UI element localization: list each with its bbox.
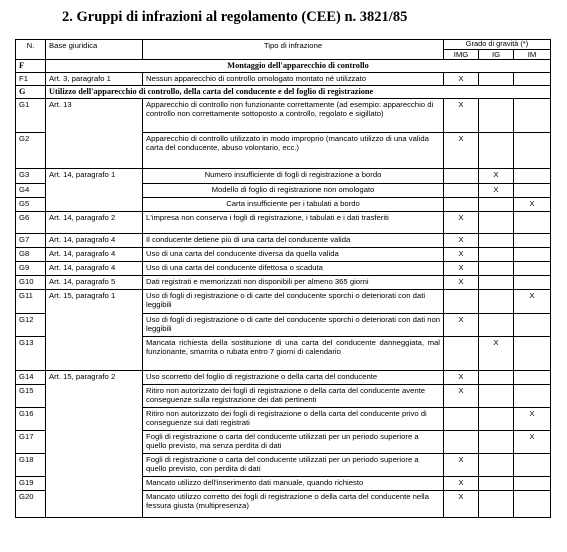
row-img-mark: X	[444, 212, 479, 234]
row-img-mark	[444, 431, 479, 454]
row-number: G9	[16, 262, 46, 276]
row-img-mark	[444, 408, 479, 431]
row-ig-mark	[479, 408, 514, 431]
row-number: G3	[16, 169, 46, 184]
row-img-mark: X	[444, 477, 479, 491]
table-row	[16, 248, 551, 262]
row-ig-mark	[479, 491, 514, 518]
row-ig-mark	[479, 454, 514, 477]
row-description: Uso di fogli di registrazione o di carte del conducente sporchi o deteriorati con dati leggibili	[143, 290, 444, 314]
row-ig-mark	[479, 385, 514, 408]
row-ig-mark	[479, 198, 514, 212]
row-base: Art. 15, paragrafo 2	[46, 371, 143, 518]
row-number: F1	[16, 73, 46, 86]
row-im-mark	[514, 491, 551, 518]
row-im-mark	[514, 371, 551, 385]
row-number: G12	[16, 314, 46, 337]
header-im: IM	[514, 50, 551, 60]
row-number: G2	[16, 133, 46, 169]
row-description: Nessun apparecchio di controllo omologato montato né utilizzato	[143, 73, 444, 86]
row-ig-mark	[479, 73, 514, 86]
row-description: Uso di una carta del conducente diversa da quella valida	[143, 248, 444, 262]
row-img-mark	[444, 198, 479, 212]
row-number: G14	[16, 371, 46, 385]
header-grado: Grado di gravità (*)	[444, 40, 551, 50]
row-description: Il conducente detiene più di una carta del conducente valida	[143, 234, 444, 248]
row-img-mark: X	[444, 262, 479, 276]
row-img-mark: X	[444, 248, 479, 262]
row-ig-mark	[479, 212, 514, 234]
row-ig-mark	[479, 133, 514, 169]
row-img-mark: X	[444, 99, 479, 133]
row-number: G16	[16, 408, 46, 431]
row-base: Art. 14, paragrafo 4	[46, 248, 143, 262]
row-ig-mark	[479, 314, 514, 337]
row-number: G20	[16, 491, 46, 518]
row-img-mark: X	[444, 133, 479, 169]
row-im-mark	[514, 454, 551, 477]
row-base: Art. 14, paragrafo 5	[46, 276, 143, 290]
row-description: Ritiro non autorizzato dei fogli di registrazione o della carta del conducente privo di conseguenze sui dati registrati	[143, 408, 444, 431]
table-row	[16, 276, 551, 290]
header-base: Base giuridica	[46, 40, 143, 60]
row-ig-mark	[479, 234, 514, 248]
row-im-mark	[514, 477, 551, 491]
row-im-mark: X	[514, 408, 551, 431]
row-ig-mark	[479, 477, 514, 491]
row-description: Numero insufficiente di fogli di registrazione a bordo	[143, 169, 444, 184]
row-number: G19	[16, 477, 46, 491]
row-img-mark: X	[444, 234, 479, 248]
row-im-mark	[514, 276, 551, 290]
row-ig-mark: X	[479, 169, 514, 184]
table-row	[16, 371, 551, 385]
row-description: Uso di una carta del conducente difettosa o scaduta	[143, 262, 444, 276]
row-description: Dati registrati e memorizzati non disponibili per almeno 365 giorni	[143, 276, 444, 290]
row-img-mark	[444, 337, 479, 371]
row-im-mark	[514, 133, 551, 169]
row-im-mark	[514, 99, 551, 133]
table-row	[16, 73, 551, 86]
row-im-mark	[514, 73, 551, 86]
row-img-mark	[444, 184, 479, 198]
row-number: G8	[16, 248, 46, 262]
row-im-mark: X	[514, 198, 551, 212]
table-row	[16, 212, 551, 234]
section-label: Montaggio dell'apparecchio di controllo	[46, 60, 551, 73]
row-im-mark	[514, 248, 551, 262]
row-description: Ritiro non autorizzato dei fogli di registrazione o della carta del conducente avente conseguenze sulla registrazione dei dati pertinenti	[143, 385, 444, 408]
row-img-mark: X	[444, 454, 479, 477]
row-im-mark	[514, 262, 551, 276]
row-description: Fogli di registrazione o carta del conducente utilizzati per un periodo superiore a quello previsto, con perdita di dati	[143, 454, 444, 477]
row-img-mark	[444, 290, 479, 314]
row-im-mark	[514, 337, 551, 371]
row-number: G15	[16, 385, 46, 408]
row-ig-mark	[479, 431, 514, 454]
row-im-mark	[514, 385, 551, 408]
row-description: Modello di foglio di registrazione non omologato	[143, 184, 444, 198]
row-description: Mancato utilizzo dell'inserimento dati manuale, quando richiesto	[143, 477, 444, 491]
row-ig-mark	[479, 371, 514, 385]
row-ig-mark	[479, 248, 514, 262]
row-description: L'impresa non conserva i fogli di registrazione, i tabulati e i dati trasferiti	[143, 212, 444, 234]
section-row-g	[16, 86, 551, 99]
row-number: G13	[16, 337, 46, 371]
row-number: G10	[16, 276, 46, 290]
row-base: Art. 13	[46, 99, 143, 169]
page-title: 2. Gruppi di infrazioni al regolamento (CEE) n. 3821/85	[62, 9, 408, 25]
row-number: G17	[16, 431, 46, 454]
table-row	[16, 234, 551, 248]
row-description: Mancato utilizzo corretto dei fogli di registrazione o della carta del conducente nella fessura giusta (multipresenza)	[143, 491, 444, 518]
row-number: G11	[16, 290, 46, 314]
table-row	[16, 99, 551, 133]
row-ig-mark	[479, 262, 514, 276]
section-row-f	[16, 60, 551, 73]
row-im-mark: X	[514, 431, 551, 454]
header-tipo: Tipo di infrazione	[143, 40, 444, 60]
row-base: Art. 15, paragrafo 1	[46, 290, 143, 371]
row-img-mark: X	[444, 73, 479, 86]
row-img-mark	[444, 169, 479, 184]
row-number: G5	[16, 198, 46, 212]
row-description: Uso scorretto del foglio di registrazione o della carta del conducente	[143, 371, 444, 385]
row-im-mark: X	[514, 290, 551, 314]
row-number: G4	[16, 184, 46, 198]
row-ig-mark	[479, 290, 514, 314]
row-im-mark	[514, 169, 551, 184]
row-ig-mark: X	[479, 337, 514, 371]
section-code: F	[16, 60, 46, 73]
row-description: Apparecchio di controllo non funzionante correttamente (ad esempio: apparecchio di controllo non correttamente sottoposto a controllo, regolato e sigillato)	[143, 99, 444, 133]
row-ig-mark	[479, 276, 514, 290]
row-img-mark: X	[444, 276, 479, 290]
row-number: G6	[16, 212, 46, 234]
row-img-mark: X	[444, 314, 479, 337]
header-n: N.	[16, 40, 46, 60]
row-base: Art. 14, paragrafo 1	[46, 169, 143, 212]
row-number: G1	[16, 99, 46, 133]
row-im-mark	[514, 234, 551, 248]
row-description: Mancata richiesta della sostituzione di una carta del conducente danneggiata, mal funzionante, smarrita o rubata entro 7 giorni di calendario	[143, 337, 444, 371]
header-img: IMG	[444, 50, 479, 60]
row-base: Art. 3, paragrafo 1	[46, 73, 143, 86]
section-code: G	[16, 86, 46, 99]
row-img-mark: X	[444, 491, 479, 518]
section-label: Utilizzo dell'apparecchio di controllo, della carta del conducente e del foglio di registrazione	[46, 86, 551, 99]
row-number: G7	[16, 234, 46, 248]
row-description: Uso di fogli di registrazione o di carte del conducente sporchi o deteriorati con dati non leggibili	[143, 314, 444, 337]
row-img-mark: X	[444, 371, 479, 385]
header-row-1	[16, 40, 551, 50]
row-ig-mark	[479, 99, 514, 133]
row-base: Art. 14, paragrafo 4	[46, 262, 143, 276]
row-ig-mark: X	[479, 184, 514, 198]
row-img-mark: X	[444, 385, 479, 408]
header-ig: IG	[479, 50, 514, 60]
infractions-table	[15, 39, 551, 518]
row-description: Fogli di registrazione o carta del conducente utilizzati per un periodo superiore a quello previsto, ma senza perdita di dati	[143, 431, 444, 454]
row-im-mark	[514, 212, 551, 234]
row-base: Art. 14, paragrafo 2	[46, 212, 143, 234]
table-row	[16, 262, 551, 276]
table-row	[16, 169, 551, 184]
row-number: G18	[16, 454, 46, 477]
table-row	[16, 290, 551, 314]
row-description: Apparecchio di controllo utilizzato in modo improprio (mancato utilizzo di una valida carta del conducente, abuso volontario, ecc.)	[143, 133, 444, 169]
row-im-mark	[514, 184, 551, 198]
row-base: Art. 14, paragrafo 4	[46, 234, 143, 248]
row-description: Carta insufficiente per i tabulati a bordo	[143, 198, 444, 212]
row-im-mark	[514, 314, 551, 337]
